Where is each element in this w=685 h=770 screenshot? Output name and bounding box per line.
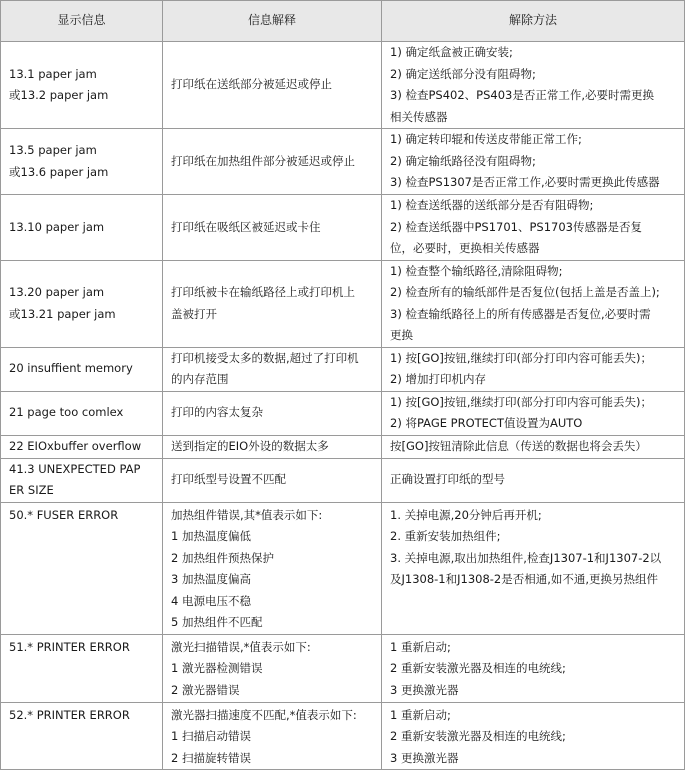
cell-line: 打印纸在送纸部分被延迟或停止 bbox=[171, 77, 332, 92]
cell-line: 打印纸在加热组件部分被延迟或停止 bbox=[171, 153, 355, 168]
explanation-cell bbox=[163, 260, 382, 347]
table-row bbox=[1, 42, 685, 129]
display-cell bbox=[1, 260, 163, 347]
cell-line: 的内存范围 bbox=[171, 372, 229, 386]
solution-cell bbox=[382, 129, 685, 195]
cell-line: 51.* PRINTER ERROR bbox=[9, 639, 130, 654]
cell-line: 22 EIOxbuffer overflow bbox=[9, 438, 142, 453]
cell-line: 2 重新安装激光器及相连的电统线; bbox=[390, 661, 566, 675]
cell-line: 41.3 UNEXPECTED PAP bbox=[9, 461, 141, 476]
cell-line: 2 激光器错误 bbox=[171, 682, 240, 697]
table-row bbox=[1, 702, 685, 770]
solution-cell bbox=[382, 347, 685, 391]
cell-line: 1) 检查整个输纸路径,清除阻碍物; bbox=[390, 263, 563, 278]
cell-line: 1) 检查送纸器的送纸部分是否有阻碍物; bbox=[390, 198, 594, 212]
explanation-cell bbox=[163, 129, 382, 195]
cell-line: 2. 重新安装加热组件; bbox=[390, 529, 501, 543]
cell-line: 13.20 paper jam bbox=[9, 285, 105, 299]
table-row bbox=[1, 129, 685, 195]
solution-cell bbox=[382, 634, 685, 702]
header-explanation: 信息解释 bbox=[163, 1, 382, 42]
cell-line: 1. 关掉电源,20分钟后再开机; bbox=[390, 507, 542, 522]
cell-line: 3. 关掉电源,取出加热组件,检查J1307-1和J1307-2以 bbox=[390, 550, 662, 565]
display-cell bbox=[1, 347, 163, 391]
cell-line: 打印纸在吸纸区被延迟或卡住 bbox=[171, 219, 321, 234]
cell-line: 按[GO]按钮清除此信息（传送的数据也将会丢失） bbox=[390, 438, 647, 453]
cell-line: 盖被打开 bbox=[171, 306, 217, 321]
cell-line: 3 更换激光器 bbox=[390, 682, 459, 697]
solution-cell bbox=[382, 435, 685, 458]
explanation-cell bbox=[163, 42, 382, 129]
display-cell bbox=[1, 435, 163, 458]
cell-line: 激光器扫描速度不匹配,*值表示如下: bbox=[171, 707, 357, 722]
solution-cell bbox=[382, 195, 685, 261]
cell-line: 或13.21 paper jam bbox=[9, 306, 116, 321]
cell-line: 打印纸型号设置不匹配 bbox=[171, 472, 286, 487]
cell-line: 2) 检查送纸器中PS1701、PS1703传感器是否复 bbox=[390, 219, 642, 234]
cell-line: 送到指定的EIO外设的数据太多 bbox=[171, 438, 329, 453]
solution-cell bbox=[382, 391, 685, 435]
cell-line: 1 扫描启动错误 bbox=[171, 729, 251, 743]
cell-line: 打印的内容太复杂 bbox=[171, 405, 263, 420]
cell-line: 13.1 paper jam bbox=[9, 66, 97, 81]
explanation-cell bbox=[163, 702, 382, 770]
cell-line: ER SIZE bbox=[9, 483, 54, 497]
cell-line: 打印机接受太多的数据,超过了打印机 bbox=[171, 350, 359, 365]
cell-line: 1) 按[GO]按钮,继续打印(部分打印内容可能丢失)； bbox=[390, 394, 653, 409]
cell-line: 打印纸被卡在输纸路径上或打印机上 bbox=[171, 285, 355, 299]
cell-line: 52.* PRINTER ERROR bbox=[9, 707, 130, 722]
cell-line: 50.* FUSER ERROR bbox=[9, 507, 119, 522]
cell-line: 20 insuffient memory bbox=[9, 361, 133, 376]
explanation-cell bbox=[163, 458, 382, 502]
display-cell bbox=[1, 458, 163, 502]
display-cell bbox=[1, 42, 163, 129]
cell-line: 2 加热组件预热保护 bbox=[171, 550, 274, 565]
table-header-row bbox=[1, 1, 685, 42]
display-cell bbox=[1, 391, 163, 435]
cell-line: 1) 确定转印辊和传送皮带能正常工作; bbox=[390, 132, 582, 147]
table-row bbox=[1, 634, 685, 702]
solution-cell bbox=[382, 502, 685, 634]
display-cell bbox=[1, 502, 163, 634]
solution-cell bbox=[382, 260, 685, 347]
cell-line: 位，必要时，更换相关传感器 bbox=[390, 241, 540, 255]
table-row bbox=[1, 260, 685, 347]
solution-cell bbox=[382, 458, 685, 502]
cell-line: 2 扫描旋转错误 bbox=[171, 750, 251, 765]
cell-line: 相关传感器 bbox=[390, 109, 448, 124]
explanation-cell bbox=[163, 347, 382, 391]
display-cell bbox=[1, 702, 163, 770]
display-cell bbox=[1, 195, 163, 261]
cell-line: 2) 确定送纸部分没有阻碍物; bbox=[390, 66, 536, 81]
cell-line: 更换 bbox=[390, 328, 413, 342]
solution-cell bbox=[382, 702, 685, 770]
cell-line: 3 更换激光器 bbox=[390, 750, 459, 765]
cell-line: 加热组件错误,其*值表示如下: bbox=[171, 507, 323, 522]
display-cell bbox=[1, 634, 163, 702]
cell-line: 3 加热温度偏高 bbox=[171, 572, 251, 586]
explanation-cell bbox=[163, 195, 382, 261]
cell-line: 激光扫描错误,*值表示如下: bbox=[171, 639, 311, 654]
explanation-cell bbox=[163, 502, 382, 634]
cell-line: 1) 按[GO]按钮,继续打印(部分打印内容可能丢失)； bbox=[390, 350, 653, 365]
cell-line: 2) 确定输纸路径没有阻碍物; bbox=[390, 153, 536, 168]
cell-line: 2) 将PAGE PROTECT值设置为AUTO bbox=[390, 416, 583, 430]
cell-line: 2) 检查所有的输纸部件是否复位(包括上盖是否盖上); bbox=[390, 285, 660, 299]
cell-line: 2) 增加打印机内存 bbox=[390, 372, 486, 386]
solution-cell bbox=[382, 42, 685, 129]
table-row bbox=[1, 195, 685, 261]
cell-line: 1 加热温度偏低 bbox=[171, 529, 251, 543]
cell-line: 13.5 paper jam bbox=[9, 143, 97, 157]
header-solution: 解除方法 bbox=[382, 1, 685, 42]
table-row bbox=[1, 458, 685, 502]
table-row bbox=[1, 391, 685, 435]
cell-line: 或13.2 paper jam bbox=[9, 88, 109, 102]
cell-line: 1) 确定纸盒被正确安装; bbox=[390, 45, 513, 59]
cell-line: 4 电源电压不稳 bbox=[171, 593, 251, 608]
cell-line: 或13.6 paper jam bbox=[9, 164, 109, 179]
cell-line: 2 重新安装激光器及相连的电统线; bbox=[390, 729, 566, 743]
display-cell bbox=[1, 129, 163, 195]
header-display-message: 显示信息 bbox=[1, 1, 163, 42]
cell-line: 1 激光器检测错误 bbox=[171, 661, 263, 675]
table-row bbox=[1, 435, 685, 458]
cell-line: 5 加热组件不匹配 bbox=[171, 615, 263, 629]
cell-line: 及J1308-1和J1308-2是否相通,如不通,更换另热组件 bbox=[390, 572, 659, 586]
table-row bbox=[1, 502, 685, 634]
cell-line: 正确设置打印纸的型号 bbox=[390, 472, 505, 487]
explanation-cell bbox=[163, 391, 382, 435]
cell-line: 3) 检查PS1307是否正常工作,必要时需更换此传感器 bbox=[390, 175, 660, 190]
cell-line: 13.10 paper jam bbox=[9, 219, 105, 234]
explanation-cell bbox=[163, 435, 382, 458]
cell-line: 3) 检查PS402、PS403是否正常工作,必要时需更换 bbox=[390, 88, 654, 102]
table-row bbox=[1, 347, 685, 391]
cell-line: 1 重新启动; bbox=[390, 639, 451, 654]
cell-line: 21 page too comlex bbox=[9, 405, 124, 420]
cell-line: 1 重新启动; bbox=[390, 707, 451, 722]
explanation-cell bbox=[163, 634, 382, 702]
cell-line: 3) 检查输纸路径上的所有传感器是否复位,必要时需 bbox=[390, 306, 651, 321]
